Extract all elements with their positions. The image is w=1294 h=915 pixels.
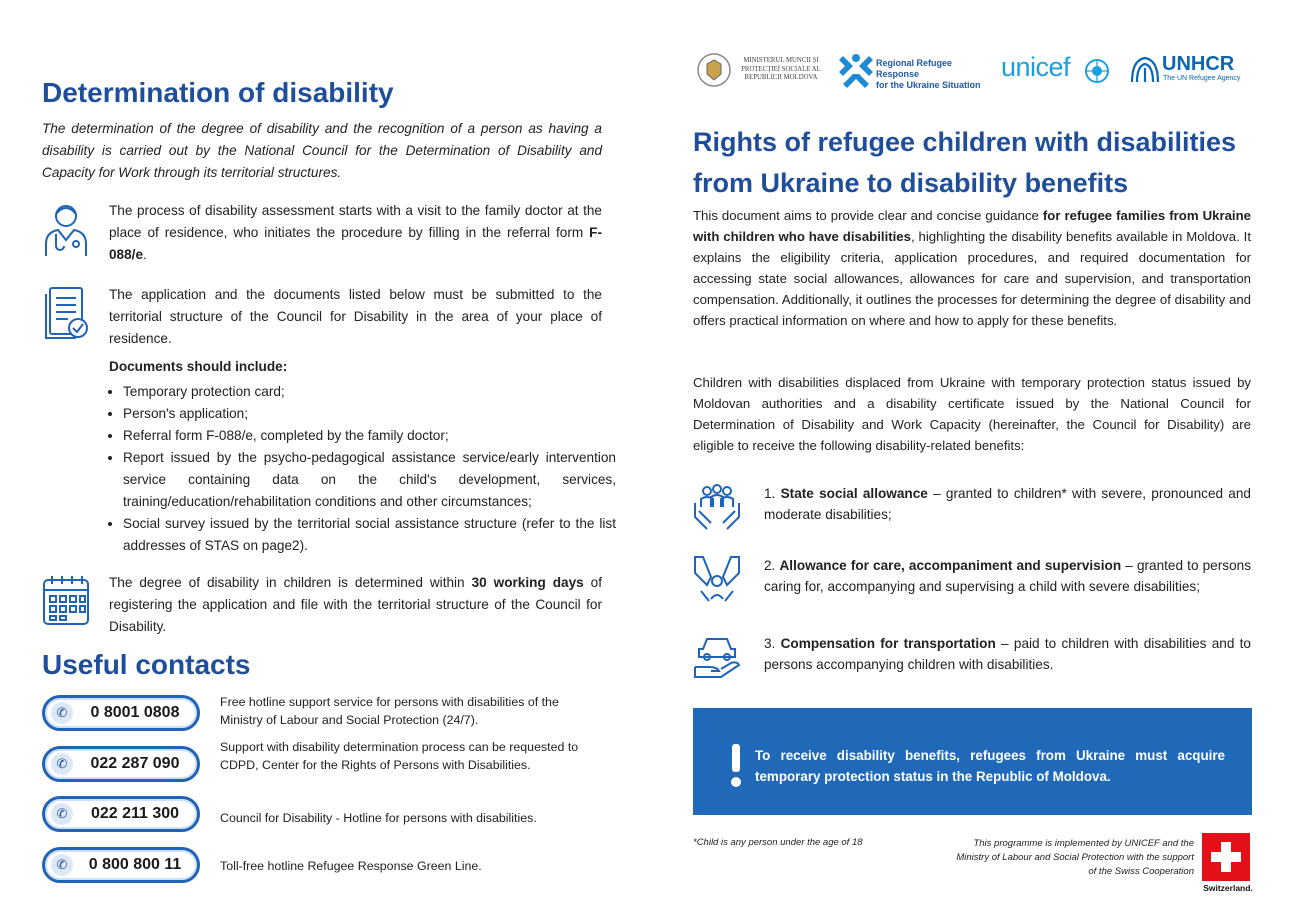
benefit-transport-compensation <box>693 633 1251 683</box>
swiss-cooperation-logo <box>1200 833 1252 893</box>
contact-description: Toll-free hotline Refugee Response Green Line. <box>220 859 482 873</box>
phone-number: 0 800 800 11 <box>88 856 182 873</box>
rights-title: Rights of refugee children with disabilities from Ukraine to disability benefits <box>693 127 1237 198</box>
eligibility-paragraph: Children with disabilities displaced from Ukraine with temporary protection status issued by Moldovan authorities and a disability certificate issued by the National Council for Determination of Disability and Work Capacity (hereinafter, the Council for Disability) are eligible to receive the following disability-related benefits: <box>693 375 1251 453</box>
exclamation-icon <box>729 744 743 788</box>
phone-icon: ✆ <box>51 702 73 724</box>
phone-pill[interactable] <box>42 796 200 832</box>
temporary-protection-alert <box>693 708 1252 815</box>
unhcr-subtitle: The UN Refugee Agency <box>1163 75 1241 82</box>
contact-description: Free hotline support service for persons with disabilities of the Ministry of Labour and Social Protection (24/7). <box>220 695 559 727</box>
unhcr-wordmark: UNHCR <box>1162 53 1235 75</box>
phone-icon: ✆ <box>51 753 73 775</box>
doctor-icon <box>42 200 90 256</box>
phone-icon: ✆ <box>51 803 73 825</box>
swiss-label: Switzerland. <box>1203 883 1253 893</box>
contact-hotline-ministry <box>42 695 602 735</box>
document-item: • Temporary protection card; <box>123 381 616 403</box>
document-item: • Person's application; <box>123 403 616 425</box>
step-determination-period-text: The degree of disability in children is determined within 30 working days of registering the application and file with the territorial structure of the Council for Disability. <box>109 575 602 634</box>
benefit-text: 1. State social allowance – granted to children* with severe, pronounced and moderate disabilities; <box>764 486 1251 522</box>
child-definition-footnote: *Child is any person under the age of 18 <box>693 837 863 848</box>
phone-icon: ✆ <box>51 854 73 876</box>
unicef-emblem-icon <box>1084 58 1110 84</box>
contact-green-line <box>42 847 602 887</box>
benefit-care-allowance <box>693 555 1251 605</box>
partner-logos <box>693 48 1253 92</box>
unicef-logo <box>1001 48 1113 92</box>
benefit-state-social-allowance <box>693 483 1251 533</box>
documents-list <box>109 381 616 557</box>
calendar-icon <box>42 572 90 628</box>
swiss-flag-icon <box>1202 833 1250 881</box>
unicef-wordmark: unicef <box>1001 52 1071 82</box>
determination-intro: The determination of the degree of disability and the recognition of a person as having a disability is carried out by the National Council for the Determination of Disability and Capacity for Work through its territorial structures. <box>42 121 602 180</box>
documents-heading: Documents should include: <box>109 359 288 374</box>
family-in-hands-icon <box>693 483 741 533</box>
rrr-logo-text: Regional Refugee Response for the Ukraine Situation <box>876 58 981 90</box>
phone-pill[interactable] <box>42 847 200 883</box>
benefit-text: 3. Compensation for transportation – paid to children with disabilities and to persons accompanying children with disabilities. <box>764 636 1251 672</box>
caring-hands-icon <box>693 555 741 605</box>
ministry-logo <box>697 48 827 92</box>
phone-pill[interactable] <box>42 695 200 731</box>
contact-cdpd <box>42 740 602 786</box>
phone-pill[interactable] <box>42 746 200 782</box>
unhcr-logo <box>1129 48 1253 92</box>
rrr-emblem-icon <box>839 52 873 88</box>
car-in-hand-icon <box>693 633 741 683</box>
document-item: • Referral form F-088/e, completed by the family doctor; <box>123 425 616 447</box>
step-determination-period <box>42 572 602 640</box>
step-family-doctor-text: The process of disability assessment starts with a visit to the family doctor at the place of residence, who initiates the procedure by filling in the referral form F-088/e. <box>109 203 602 262</box>
document-item: • Report issued by the psycho-pedagogical assistance service/early intervention service containing data on the child's development, services, training/education/rehabilitation conditions and other circumstances; <box>123 447 616 513</box>
programme-note: This programme is implemented by UNICEF and the Ministry of Labour and Social Protection with the support of the Swiss Cooperation <box>956 838 1194 877</box>
determination-title: Determination of disability <box>42 77 394 108</box>
coat-of-arms-icon <box>697 52 731 88</box>
ministry-logo-text: MINISTERUL MUNCII ȘI PROTECȚIEI SOCIALE AL REPUBLICII MOLDOVA <box>741 57 821 81</box>
document-check-icon <box>42 284 90 340</box>
contact-description: Support with disability determination process can be requested to CDPD, Center for the Rights of Persons with Disabilities. <box>220 740 579 772</box>
phone-number: 022 211 300 <box>90 805 180 822</box>
contact-council <box>42 796 602 836</box>
intro-paragraph: This document aims to provide clear and concise guidance for refugee families from Ukraine with children who have disabilities, highlighting the disability benefits available in Moldova. It explains the eligibility criteria, application procedures, and required documentation for accessing state social allowances, allowances for care and supervision, and transportation compensation. Additionally, it outlines the processes for determining the degree of disability and offers practical information on where and how to apply for these benefits. <box>693 208 1251 328</box>
useful-contacts-title: Useful contacts <box>42 649 251 680</box>
step-submit-application <box>42 284 602 352</box>
step-submit-application-text: The application and the documents listed below must be submitted to the territorial structure of the Council for Disability in the area of your place of residence. <box>109 287 602 346</box>
regional-refugee-response-logo <box>839 48 989 92</box>
phone-number: 0 8001 0808 <box>90 704 180 721</box>
benefit-text: 2. Allowance for care, accompaniment and supervision – granted to persons caring for, accompanying and supervising a child with severe disabilities; <box>764 558 1251 594</box>
alert-message: To receive disability benefits, refugees from Ukraine must acquire temporary protection status in the Republic of Moldova. <box>755 748 1225 784</box>
unhcr-emblem-icon <box>1129 54 1161 84</box>
contact-description: Council for Disability - Hotline for persons with disabilities. <box>220 811 537 825</box>
document-item: • Social survey issued by the territorial social assistance structure (refer to the list addresses of STAS on page2). <box>123 513 616 557</box>
phone-number: 022 287 090 <box>90 755 180 772</box>
step-family-doctor <box>42 200 602 268</box>
